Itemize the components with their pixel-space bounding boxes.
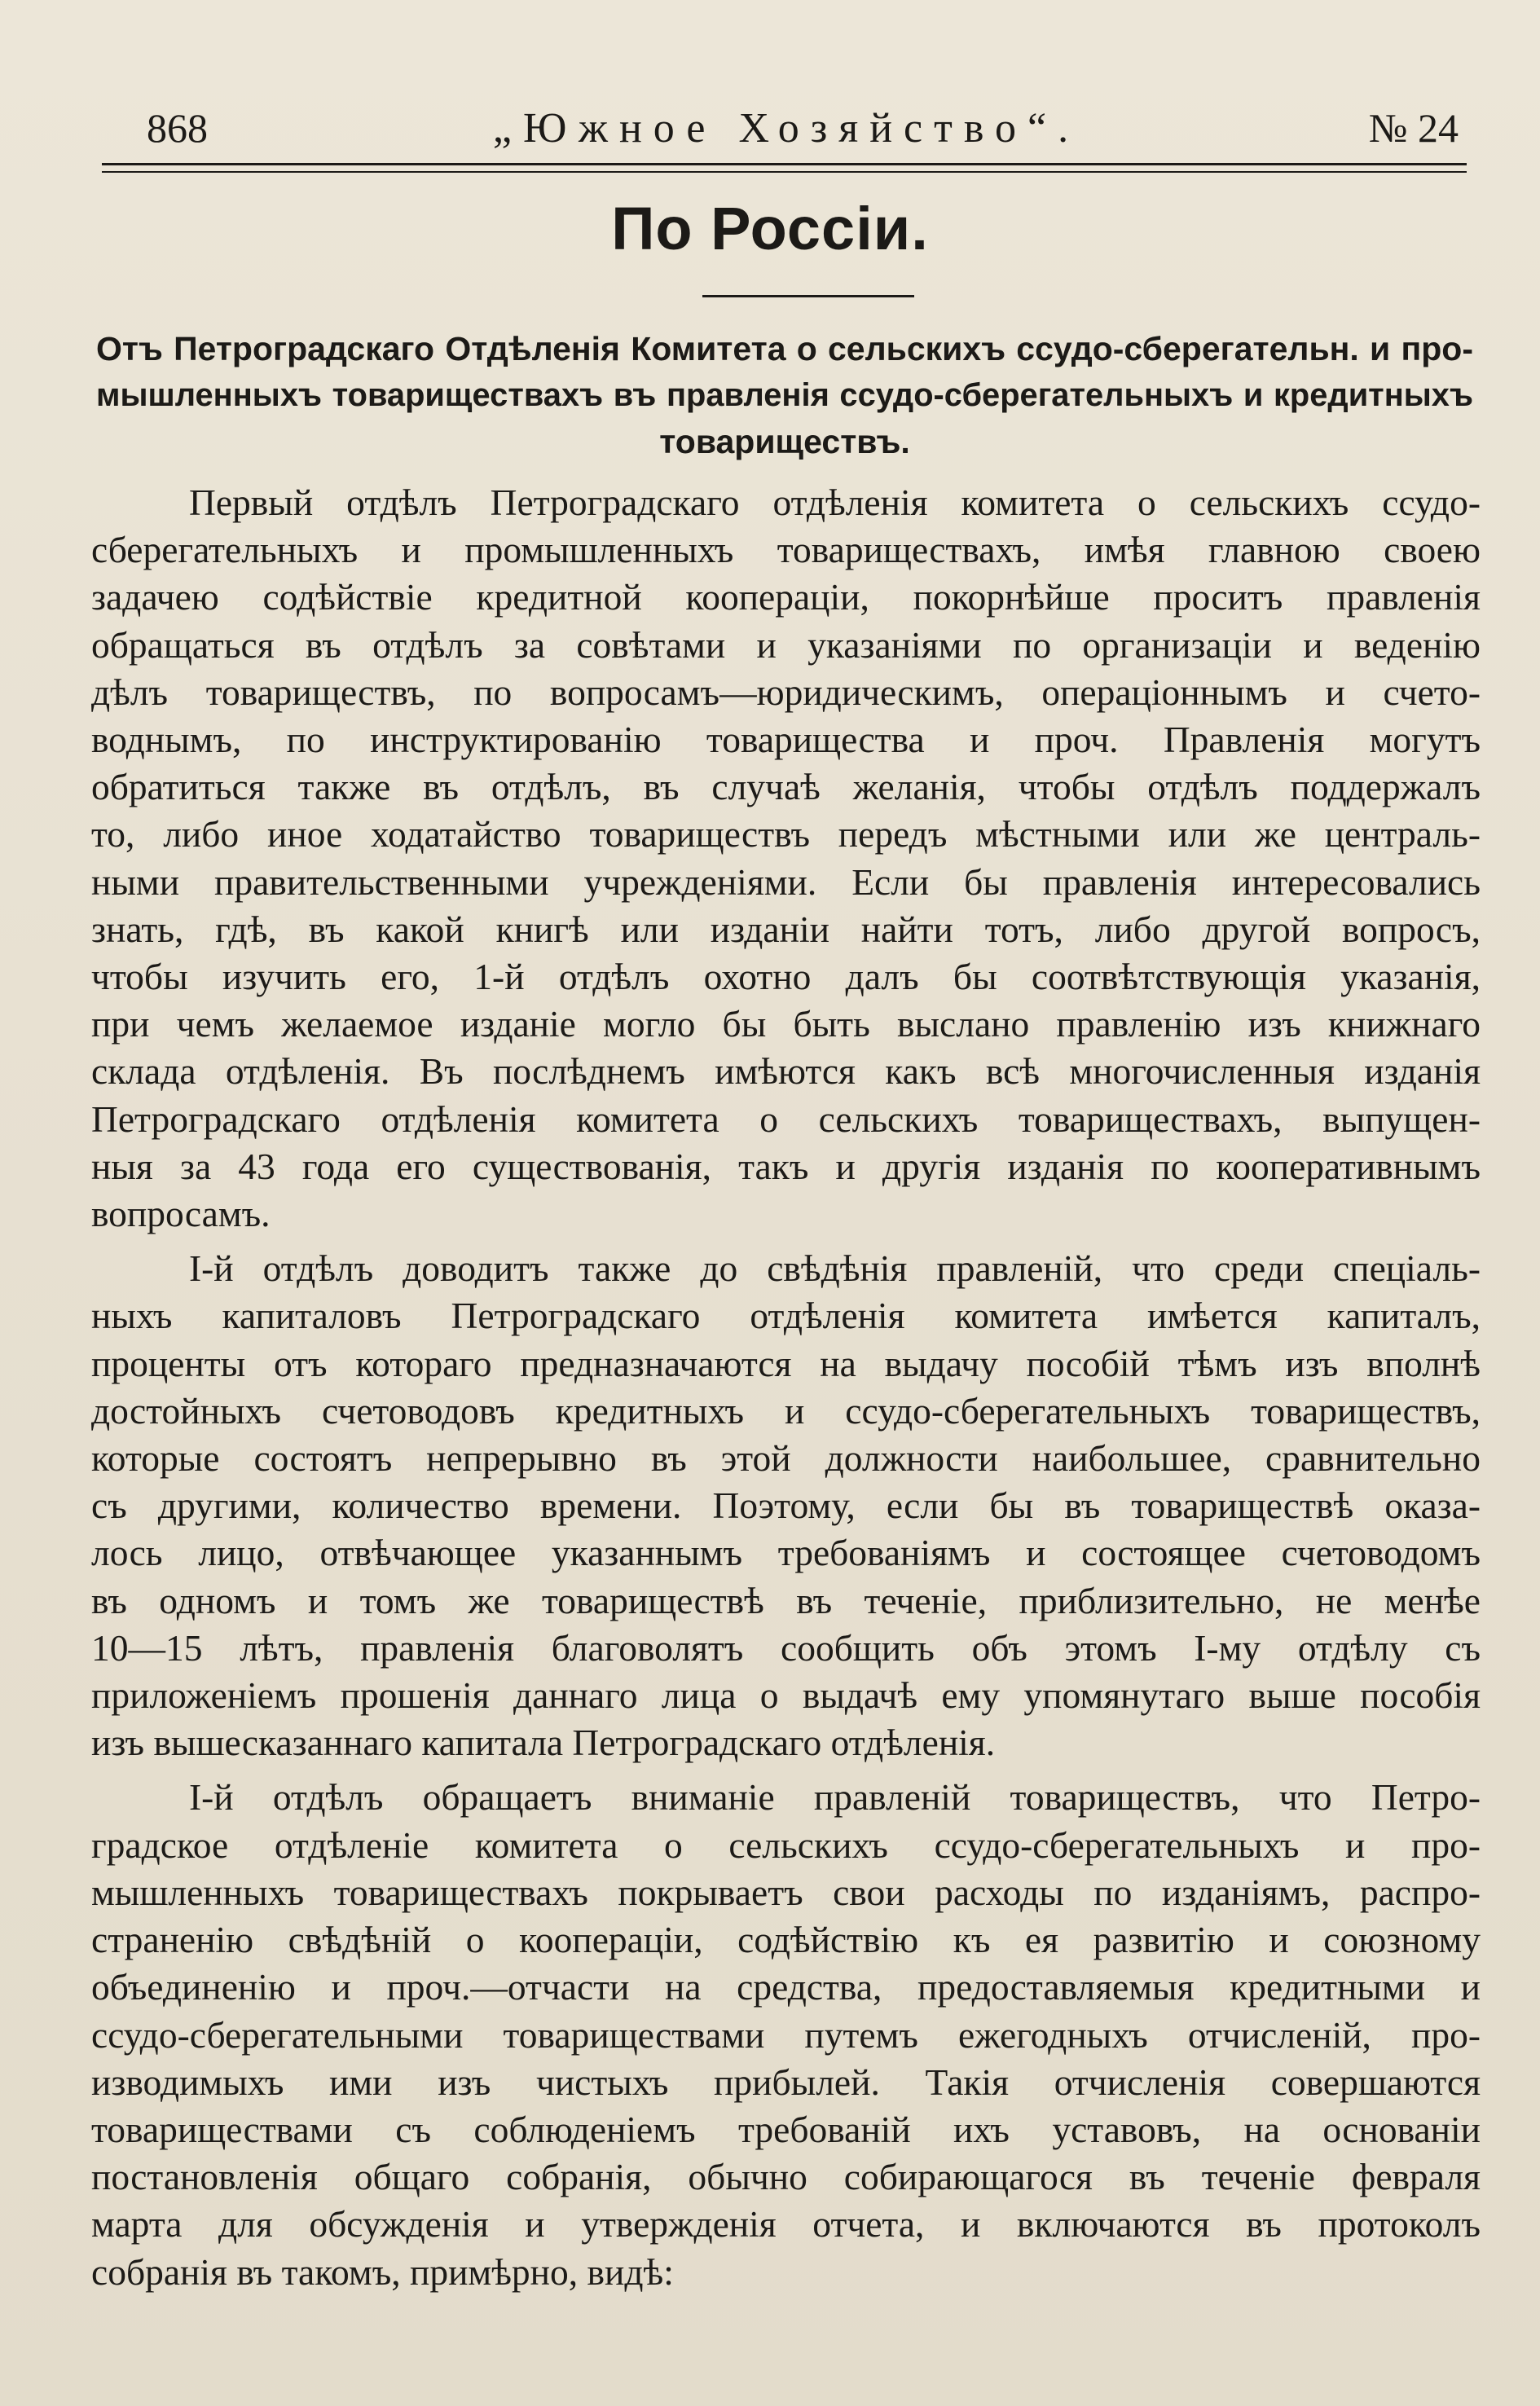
text-line: ссудо-сберегательными товариществами путемъ ежегодныхъ отчисленій, про-	[91, 2013, 1481, 2056]
text-line: приложеніемъ прошенія даннаго лица о выдачѣ ему упомянутаго выше пособія	[91, 1674, 1481, 1717]
text-line: изводимыхъ ими изъ чистыхъ прибылей. Такія отчисленія совершаются	[91, 2061, 1481, 2103]
subheading-line: товариществъ.	[659, 423, 910, 460]
text-line: сберегательныхъ и промышленныхъ товариществахъ, имѣя главною своею	[91, 529, 1481, 571]
text-line: склада отдѣленія. Въ послѣднемъ имѣются какъ всѣ многочисленныя изданія	[91, 1050, 1481, 1093]
header-rule-thin	[102, 171, 1467, 173]
article-body	[91, 479, 1481, 2303]
text-line: дѣлъ товариществъ, по вопросамъ—юридическимъ, операціоннымъ и счето-	[91, 671, 1481, 713]
text-line: марта для обсужденія и утвержденія отчета, и включаются въ протоколъ	[91, 2203, 1481, 2245]
text-line: 10—15 лѣтъ, правленія благоволятъ сообщить объ этомъ І-му отдѣлу съ	[91, 1626, 1481, 1669]
text-line: градское отдѣленіе комитета о сельскихъ ссудо-сберегательныхъ и про-	[91, 1823, 1481, 1866]
text-line: при чемъ желаемое изданіе могло бы быть выслано правленію изъ книжнаго	[91, 1003, 1481, 1045]
text-line: ными правительственными учрежденіями. Если бы правленія интересовались	[91, 860, 1481, 903]
text-line: то, либо иное ходатайство товариществъ передъ мѣстными или же централь-	[91, 813, 1481, 856]
text-line: обращаться въ отдѣлъ за совѣтами и указаніями по организаціи и веденію	[91, 623, 1481, 666]
title-underline-rule	[702, 295, 914, 297]
text-line: ныя за 43 года его существованія, такъ и другія изданія по кооперативнымъ	[91, 1145, 1481, 1187]
text-line: чтобы изучить его, 1-й отдѣлъ охотно далъ бы соотвѣтствующія указанія,	[91, 956, 1481, 998]
text-line: лось лицо, отвѣчающее указаннымъ требованіямъ и состоящее счетоводомъ	[91, 1532, 1481, 1574]
text-line: постановленія общаго собранія, обычно собирающагося въ теченіе февраля	[91, 2156, 1481, 2198]
text-line: задачею содѣйствіе кредитной коопераціи, покорнѣйше проситъ правленія	[91, 576, 1481, 618]
subheading-line: мышленныхъ товариществахъ въ правленія ссудо-сберегательныхъ и кредитныхъ	[96, 377, 1473, 413]
text-line: Первый отдѣлъ Петроградскаго отдѣленія комитета о сельскихъ ссудо-	[189, 482, 1481, 523]
running-head	[98, 104, 1475, 161]
article-subheading	[96, 326, 1473, 465]
text-line: вопросамъ.	[91, 1193, 271, 1235]
text-line: достойныхъ счетоводовъ кредитныхъ и ссудо-сберегательныхъ товариществъ,	[91, 1389, 1481, 1432]
paragraph-2	[91, 1245, 1481, 1766]
paragraph-3	[91, 1774, 1481, 2295]
paragraph-1	[91, 479, 1481, 1238]
issue-number: № 24	[1368, 105, 1459, 151]
text-line: воднымъ, по инструктированію товарищества и проч. Правленія могутъ	[91, 719, 1481, 761]
text-line: съ другими, количество времени. Поэтому, если бы въ товариществѣ оказа-	[91, 1485, 1481, 1527]
text-line: ныхъ капиталовъ Петроградскаго отдѣленія комитета имѣется капиталъ,	[91, 1295, 1481, 1337]
text-line: Петроградскаго отдѣленія комитета о сельскихъ товариществахъ, выпущен-	[91, 1097, 1481, 1140]
section-title: По Россіи.	[611, 195, 929, 262]
text-line: обратиться также въ отдѣлъ, въ случаѣ желанія, чтобы отдѣлъ поддержалъ	[91, 766, 1481, 808]
text-line: изъ вышесказаннаго капитала Петроградскаго отдѣленія.	[91, 1722, 996, 1764]
text-line: которые состоятъ непрерывно въ этой должности наибольшее, сравнительно	[91, 1437, 1481, 1480]
text-line: страненію свѣдѣній о коопераціи, содѣйствію къ ея развитію и союзному	[91, 1919, 1481, 1961]
page-number: 868	[147, 105, 208, 151]
text-line: объединенію и проч.—отчасти на средства, предоставляемыя кредитными и	[91, 1966, 1481, 2008]
header-rule-thick	[102, 163, 1467, 165]
journal-title: „Южное Хозяйство“.	[492, 105, 1080, 152]
text-line: собранія въ такомъ, примѣрно, видѣ:	[91, 2250, 674, 2293]
text-line: І-й отдѣлъ обращаетъ вниманіе правленій товариществъ, что Петро-	[189, 1776, 1481, 1819]
text-line: товариществами съ соблюденіемъ требованій ихъ уставовъ, на основаніи	[91, 2108, 1481, 2150]
text-line: І-й отдѣлъ доводитъ также до свѣдѣнія правленій, что среди спеціаль-	[189, 1247, 1481, 1290]
text-line: знать, гдѣ, въ какой книгѣ или изданіи найти тотъ, либо другой вопросъ,	[91, 908, 1481, 950]
text-line: проценты отъ котораго предназначаются на выдачу пособій тѣмъ изъ вполнѣ	[91, 1342, 1481, 1384]
text-line: въ одномъ и томъ же товариществѣ въ теченіе, приблизительно, не менѣе	[91, 1579, 1481, 1621]
text-line: мышленныхъ товариществахъ покрываетъ свои расходы по изданіямъ, распро-	[91, 1871, 1481, 1913]
subheading-line: Отъ Петроградскаго Отдѣленія Комитета о сельскихъ ссудо-сберегательн. и про-	[96, 330, 1473, 367]
